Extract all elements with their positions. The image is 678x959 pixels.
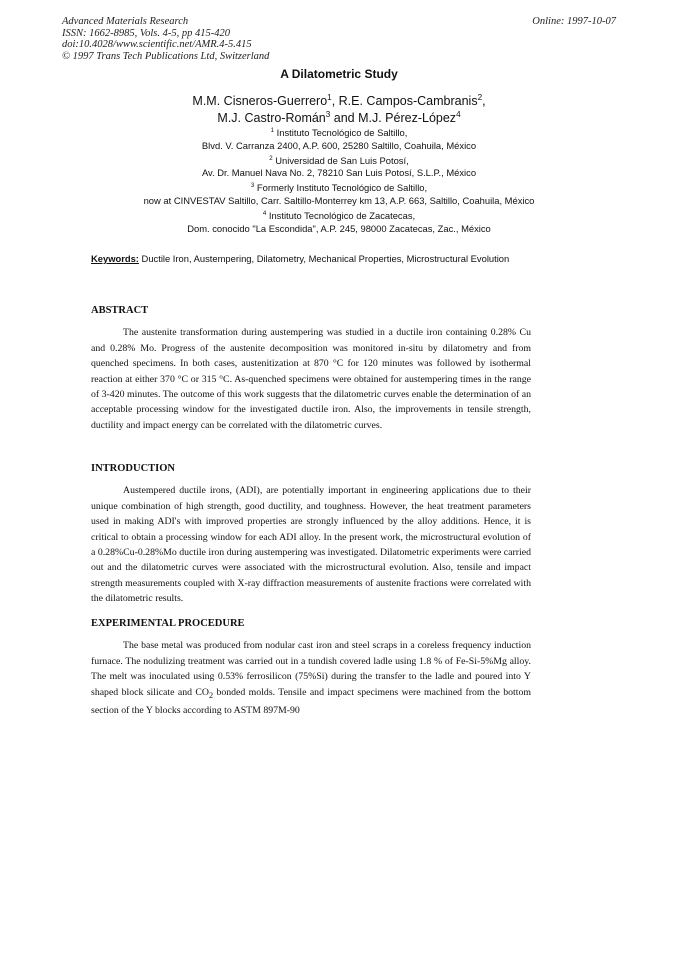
- author-affil-mark: 1: [327, 92, 332, 102]
- affiliation-address: Dom. conocido "La Escondida", A.P. 245, 98000 Zacatecas, Zac., México: [187, 222, 491, 234]
- keywords-label: Keywords:: [91, 253, 139, 264]
- author-name: R.E. Campos-Cambranis: [338, 94, 478, 108]
- introduction-heading: INTRODUCTION: [91, 463, 176, 474]
- affiliation-number: 1: [270, 126, 275, 134]
- affiliation-address: Blvd. V. Carranza 2400, A.P. 600, 25280 Saltillo, Coahuila, México: [201, 139, 477, 151]
- affiliation-institution: Instituto Tecnológico de Saltillo,: [276, 127, 408, 138]
- author-line-2: [0, 110, 678, 127]
- keywords-list: Ductile Iron, Austempering, Dilatometry, Mechanical Properties, Microstructural Evolution: [141, 253, 510, 264]
- affiliation-2: [0, 155, 678, 181]
- experimental-heading: EXPERIMENTAL PROCEDURE: [91, 618, 245, 629]
- affiliation-institution: Universidad de San Luis Potosí,: [275, 154, 409, 166]
- author-affil-mark: 3: [325, 109, 331, 119]
- introduction-text: Austempered ductile irons, (ADI), are potentially important in engineering applications due to their unique combination of high strength, good ductility, and toughness. However, the heat treatment parameters used in making ADI's with improved properties are strongly influenced by the alloy additions. Hence, it is critical to obtain a processing window for each ADI alloy. In the present work, the microstructural evolution of a 0.28%Cu-0.28%Mo ductile iron during austempering was investigated. Dilatometric experiments were carried out and the dilatometric curves were associated with the microstructural evolution. Also, tensile and impact strength measurements coupled with X-ray diffraction measurements of austenite fractions were correlated with the dilatometric results.: [91, 485, 531, 605]
- affiliation-4: [0, 210, 678, 236]
- experimental-text-part-2: bonded molds. Tensile and impact specimens were machined from the bottom section of the Y blocks according to ASTM 897M-90: [91, 686, 531, 716]
- affiliation-address: now at CINVESTAV Saltillo, Carr. Saltillo-Monterrey km 13, A.P. 663, Saltillo, Coahuila, México: [143, 194, 535, 206]
- author-name: M.J. Castro-Román: [217, 111, 326, 125]
- doi-line: doi:10.4028/www.scientific.net/AMR.4-5.415: [62, 39, 252, 50]
- author-list: [0, 93, 678, 127]
- author-affil-mark: 2: [477, 92, 483, 102]
- author-affil-mark: 4: [456, 109, 461, 119]
- author-separator: and: [330, 111, 359, 125]
- issn-line: ISSN: 1662-8985, Vols. 4-5, pp 415-420: [62, 27, 230, 39]
- affiliation-institution: Instituto Tecnológico de Zacatecas,: [268, 209, 416, 221]
- paper-title: A Dilatometric Study: [280, 67, 398, 81]
- affiliation-address: Av. Dr. Manuel Nava No. 2, 78210 San Luis Potosí, S.L.P., México: [201, 167, 477, 179]
- introduction-section: [91, 461, 531, 607]
- author-line-1: [0, 93, 678, 110]
- affiliation-number: 3: [250, 182, 255, 190]
- affiliation-1: [0, 127, 678, 153]
- copyright-line: © 1997 Trans Tech Publications Ltd, Switzerland: [62, 50, 270, 62]
- author-name: M.M. Cisneros-Guerrero: [192, 94, 328, 108]
- online-date: Online: 1997-10-07: [532, 16, 616, 27]
- co2-subscript: 2: [209, 690, 214, 700]
- experimental-section: [91, 616, 531, 718]
- keywords-block: [91, 254, 537, 265]
- author-separator: ,: [482, 94, 486, 108]
- affiliation-list: [0, 127, 678, 237]
- affiliation-number: 4: [262, 209, 267, 217]
- experimental-text-part-1: The base metal was produced from nodular cast iron and steel scraps in a coreless frequency induction furnace. The nodulizing treatment was carried out in a tundish covered ladle using 1.8 % of Fe-Si-5%Mg alloy. The melt was inoculated using 0.53% ferrosilicon (75%Si) during the transfer to the ladle and poured into Y shaped block silicate and CO: [91, 640, 531, 698]
- author-separator: ,: [331, 94, 339, 108]
- affiliation-3: [0, 182, 678, 208]
- abstract-heading: ABSTRACT: [91, 305, 149, 316]
- abstract-text: The austenite transformation during austempering was studied in a ductile iron containing 0.28% Cu and 0.28% Mo. Progress of the austenite decomposition was monitored in-situ by dilatometry and from quenched specimens. In both cases, austenitization at 870 °C for 120 minutes was followed by isothermal reaction at either 370 °C or 315 °C. As-quenched specimens were obtained for austempering times in the range of 3-420 minutes. The outcome of this work suggests that the dilatometric curves enable the determination of an acceptable processing window for the investigated ductile iron. Also, the improvements in tensile strength, ductility and impact energy can be correlated with the dilatometric curves.: [91, 327, 531, 431]
- abstract-section: [91, 303, 531, 433]
- affiliation-number: 2: [269, 154, 273, 162]
- journal-header: [62, 16, 269, 62]
- author-name: M.J. Pérez-López: [358, 111, 457, 125]
- experimental-text: [91, 638, 531, 718]
- affiliation-institution: Formerly Instituto Tecnológico de Saltillo,: [256, 182, 428, 194]
- journal-name: Advanced Materials Research: [62, 16, 189, 27]
